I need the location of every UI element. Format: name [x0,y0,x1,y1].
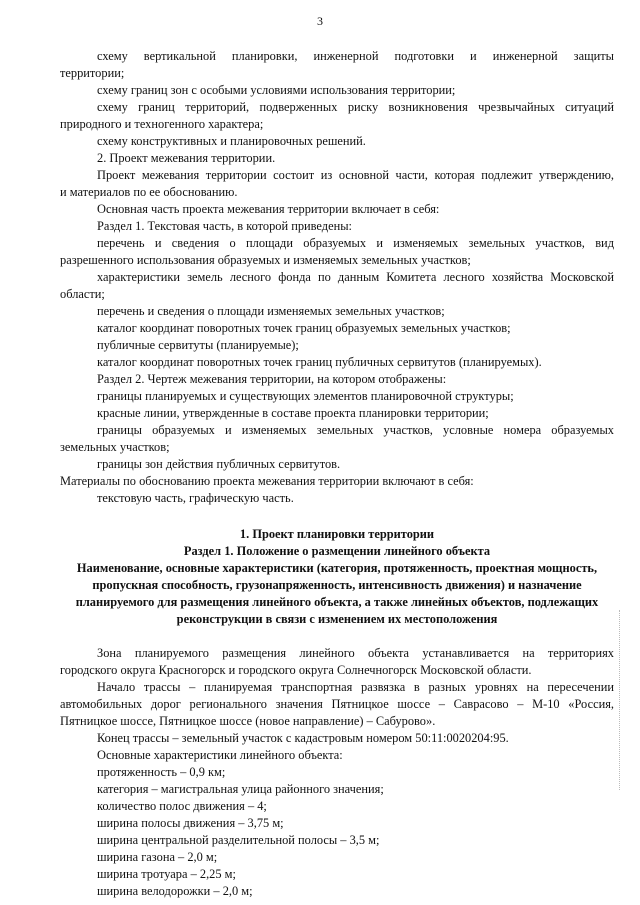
heading-line: реконструкции в связи с изменением их местоположения [176,612,498,626]
text-line: Материалы по обоснованию проекта межевания территории включают в себя: [60,474,474,488]
text-line: и материалов по ее обоснованию. [60,185,238,199]
list-item: ширина тротуара – 2,25 м; [97,867,236,881]
text-line: территории; [60,66,125,80]
text-line: природного и техногенного характера; [60,117,264,131]
section-heading: 1. Проект планировки территории [239,527,435,541]
list-item: количество полос движения – 4; [97,799,267,813]
text-line: схему вертикальной планировки, инженерной подготовки и инженерной защиты [97,49,614,63]
text-line: Основные характеристики линейного объекта: [97,748,343,762]
text-line: характеристики земель лесного фонда по данным Комитета лесного хозяйства Московской [97,270,614,284]
list-item: ширина велодорожки – 2,0 м; [97,884,253,898]
text-line: Начало трассы – планируемая транспортная развязка в разных уровнях на пересечении [97,680,614,694]
text-line: Основная часть проекта межевания территории включает в себя: [97,202,440,216]
page-number: 3 [317,14,323,28]
text-line: автомобильных дорог регионального значения Пятницкое шоссе – Саврасово – М-10 «Россия, [60,697,614,711]
text-line: каталог координат поворотных точек границ образуемых земельных участков; [97,321,511,335]
text-line: красные линии, утвержденные в составе проекта планировки территории; [97,406,489,420]
heading-line: Наименование, основные характеристики (категория, протяженность, проектная мощность, [76,561,598,575]
text-line: публичные сервитуты (планируемые); [97,338,299,352]
scan-margin-mark [619,610,626,790]
text-line: перечень и сведения о площади изменяемых земельных участков; [97,304,445,318]
text-line: границы планируемых и существующих элементов планировочной структуры; [97,389,514,403]
list-item: протяженность – 0,9 км; [97,765,226,779]
text-line: схему конструктивных и планировочных решений. [97,134,366,148]
text-line: каталог координат поворотных точек границ публичных сервитутов (планируемых). [97,355,542,369]
text-line: границы зон действия публичных сервитутов. [97,457,341,471]
text-line: перечень и сведения о площади образуемых и изменяемых земельных участков, вид [97,236,614,250]
list-item: ширина газона – 2,0 м; [97,850,218,864]
text-line: Пятницкое шоссе, Пятницкое шоссе (новое направление) – Сабурово». [60,714,436,728]
text-line: области; [60,287,105,301]
text-line: Раздел 2. Чертеж межевания территории, на котором отображены: [97,372,447,386]
text-line: схему границ территорий, подверженных риску возникновения чрезвычайных ситуаций [97,100,614,114]
heading-line: планируемого для размещения линейного объекта, а также линейных объектов, подлежащих [75,595,599,609]
text-line: земельных участков; [60,440,170,454]
list-item: ширина центральной разделительной полосы – 3,5 м; [97,833,380,847]
text-line: текстовую часть, графическую часть. [97,491,294,505]
section-subheading: Раздел 1. Положение о размещении линейного объекта [183,544,491,558]
heading-line: пропускная способность, грузонапряженность, интенсивность движения) и назначение [92,578,582,592]
list-item: категория – магистральная улица районного значения; [97,782,384,796]
text-line: границы образуемых и изменяемых земельных участков, условные номера образуемых [97,423,614,437]
list-item: ширина полосы движения – 3,75 м; [97,816,284,830]
text-line: Раздел 1. Текстовая часть, в которой приведены: [97,219,352,233]
text-line: Конец трассы – земельный участок с кадастровым номером 50:11:0020204:95. [97,731,509,745]
text-line: городского округа Красногорск и городского округа Солнечногорск Московской области. [60,663,532,677]
text-line: 2. Проект межевания территории. [97,151,276,165]
text-line: разрешенного использования образуемых и изменяемых земельных участков; [60,253,471,267]
text-line: Зона планируемого размещения линейного объекта устанавливается на территориях [97,646,614,660]
text-line: Проект межевания территории состоит из основной части, которая подлежит утверждению, [97,168,614,182]
text-line: схему границ зон с особыми условиями использования территории; [97,83,456,97]
